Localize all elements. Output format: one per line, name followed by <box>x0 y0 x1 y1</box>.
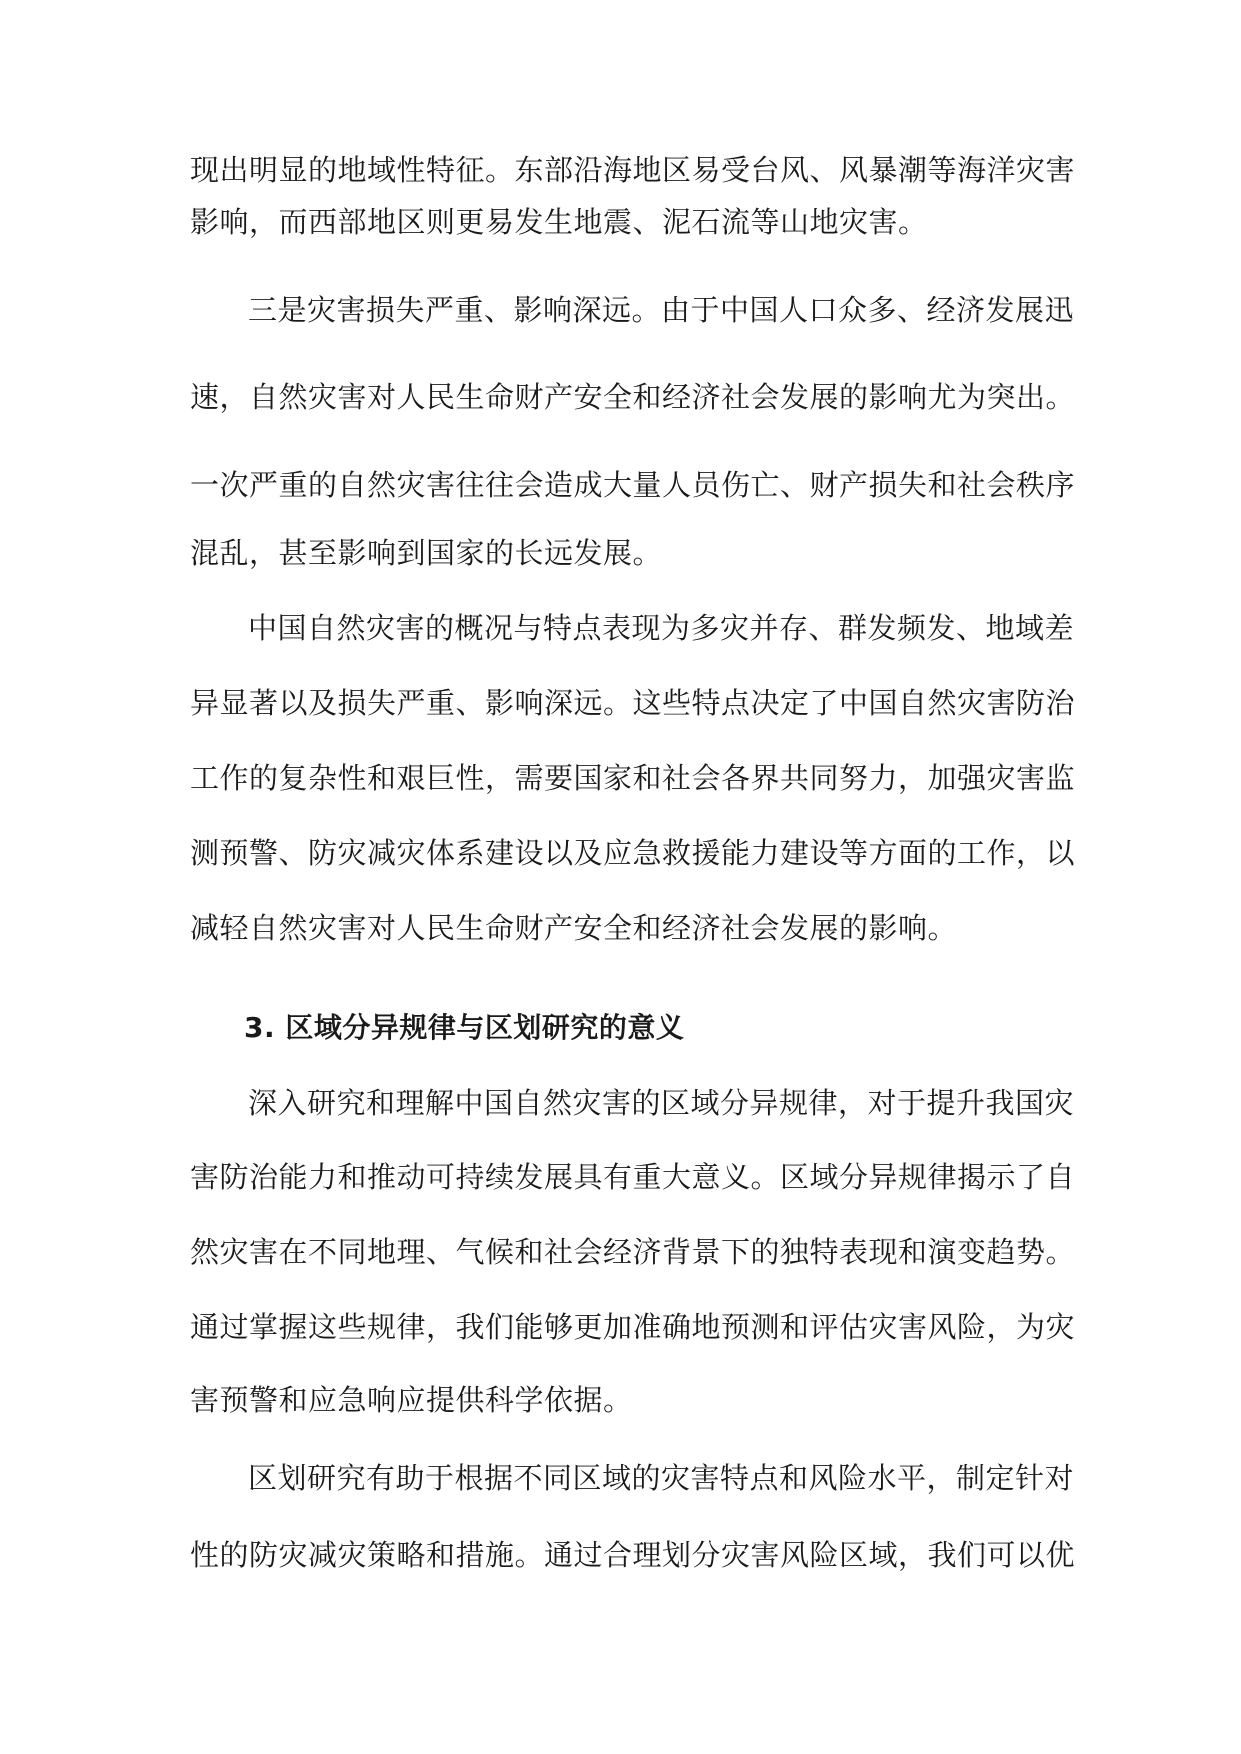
text-line: 一次严重的自然灾害往往会造成大量人员伤亡、财产损失和社会秩序 <box>190 468 1076 502</box>
text-line: 三是灾害损失严重、影响深远。由于中国人口众多、经济发展迅 <box>248 293 1075 327</box>
text-line: 性的防灾减灾策略和措施。通过合理划分灾害风险区域，我们可以优 <box>190 1538 1076 1572</box>
text-line: 速，自然灾害对人民生命财产安全和经济社会发展的影响尤为突出。 <box>190 380 1076 414</box>
text-line: 区划研究有助于根据不同区域的灾害特点和风险水平，制定针对 <box>248 1461 1075 1495</box>
text-line: 通过掌握这些规律，我们能够更加准确地预测和评估灾害风险，为灾 <box>190 1310 1076 1344</box>
text-line: 然灾害在不同地理、气候和社会经济背景下的独特表现和演变趋势。 <box>190 1235 1076 1269</box>
text-line: 害防治能力和推动可持续发展具有重大意义。区域分异规律揭示了自 <box>190 1160 1076 1194</box>
text-line: 深入研究和理解中国自然灾害的区域分异规律，对于提升我国灾 <box>248 1086 1075 1120</box>
section-heading: 3. 区域分异规律与区划研究的意义 <box>244 1011 685 1044</box>
text-line: 中国自然灾害的概况与特点表现为多灾并存、群发频发、地域差 <box>248 611 1075 645</box>
text-line: 工作的复杂性和艰巨性，需要国家和社会各界共同努力，加强灾害监 <box>190 761 1076 795</box>
text-line: 影响，而西部地区则更易发生地震、泥石流等山地灾害。 <box>190 205 928 239</box>
text-line: 异显著以及损失严重、影响深远。这些特点决定了中国自然灾害防治 <box>190 686 1076 720</box>
text-line: 混乱，甚至影响到国家的长远发展。 <box>190 536 663 570</box>
text-line: 减轻自然灾害对人民生命财产安全和经济社会发展的影响。 <box>190 911 958 945</box>
text-line: 现出明显的地域性特征。东部沿海地区易受台风、风暴潮等海洋灾害 <box>190 153 1076 187</box>
text-line: 害预警和应急响应提供科学依据。 <box>190 1383 633 1417</box>
text-line: 测预警、防灾减灾体系建设以及应急救援能力建设等方面的工作，以 <box>190 836 1076 870</box>
